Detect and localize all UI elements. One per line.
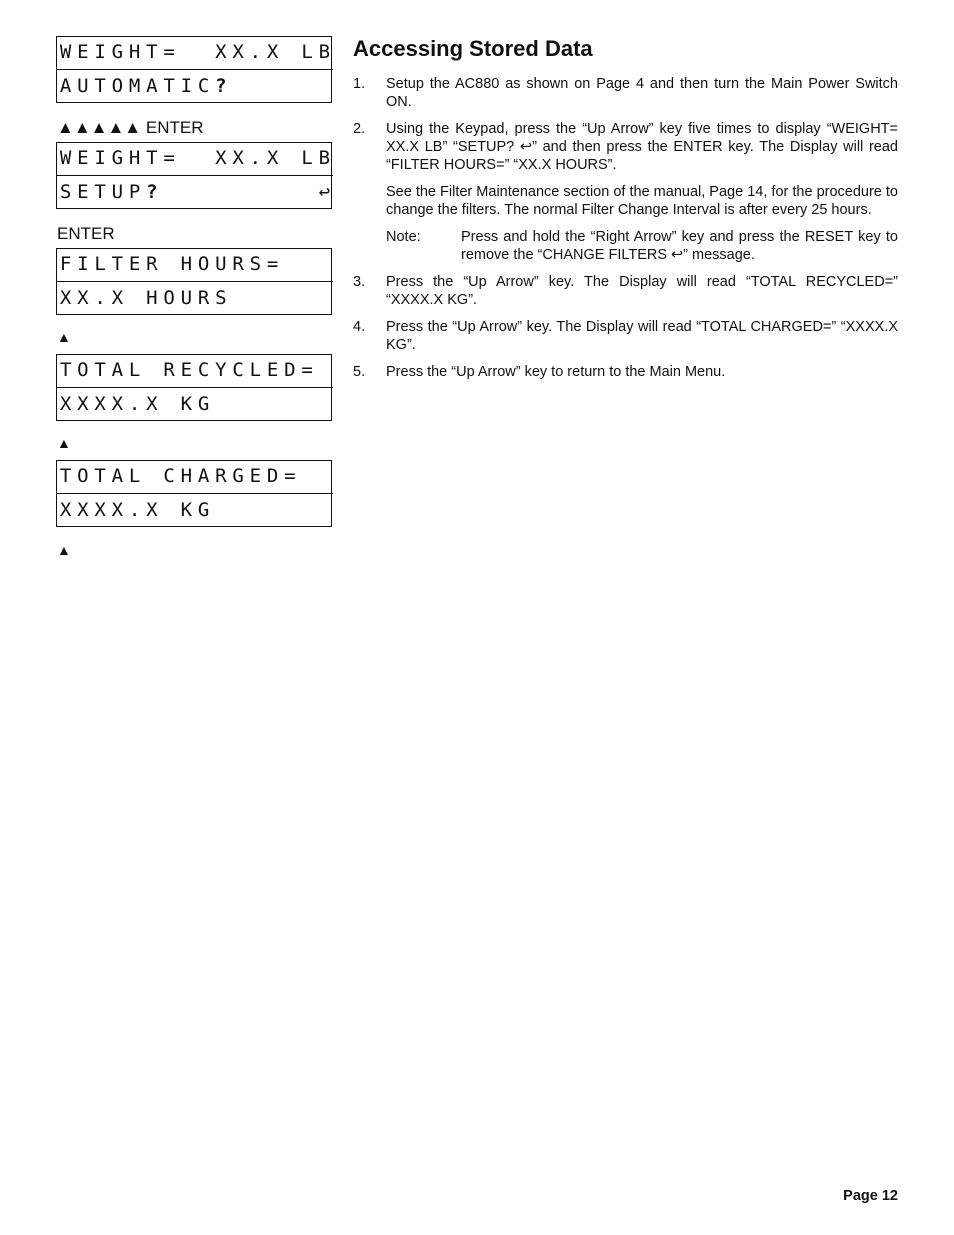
lcd-char-cell bbox=[230, 177, 247, 210]
lcd-char-cell: D bbox=[264, 461, 281, 494]
lcd-char-cell: O bbox=[111, 75, 124, 97]
lcd-char-cell: T bbox=[143, 143, 160, 176]
lcd-char-cell: U bbox=[111, 181, 124, 203]
lcd-display-weight-automatic bbox=[56, 36, 332, 103]
lcd-char-cell: X bbox=[212, 37, 229, 70]
lcd-char-cell: B bbox=[316, 37, 333, 70]
step-text: Setup the AC880 as shown on Page 4 and then turn the Main Power Switch ON. bbox=[386, 76, 898, 110]
step-4 bbox=[353, 318, 898, 354]
lcd-char-cell: W bbox=[57, 143, 74, 176]
lcd-char-cell bbox=[281, 495, 298, 528]
lcd-char-cell: R bbox=[161, 355, 178, 388]
lcd-char-cell bbox=[178, 143, 195, 176]
lcd-char-cell: F bbox=[57, 249, 74, 282]
lcd-char-cell: E bbox=[77, 181, 89, 203]
lcd-char-cell bbox=[178, 37, 195, 70]
lcd-char-cell bbox=[126, 283, 143, 316]
lcd-char-cell bbox=[161, 389, 178, 422]
lcd-char-cell: X bbox=[77, 287, 89, 309]
lcd-char-cell bbox=[195, 143, 212, 176]
up-arrow-key-label: ▲ bbox=[57, 329, 71, 345]
up-arrow-key-label: ▲ bbox=[57, 542, 71, 558]
lcd-char-cell: X bbox=[146, 393, 158, 415]
lcd-char-cell: I bbox=[74, 249, 91, 282]
lcd-char-cell bbox=[281, 177, 298, 210]
lcd-char-cell: A bbox=[146, 75, 158, 97]
lcd-line-1 bbox=[57, 461, 333, 494]
lcd-char-cell bbox=[281, 37, 298, 70]
lcd-line-1 bbox=[57, 37, 333, 70]
lcd-char-cell bbox=[143, 355, 160, 388]
lcd-char-cell bbox=[247, 177, 264, 210]
lcd-char-cell: T bbox=[92, 355, 109, 388]
lcd-char-cell: X bbox=[59, 393, 72, 415]
step-5 bbox=[353, 363, 898, 381]
lcd-char-cell: E bbox=[126, 249, 143, 282]
lcd-char-cell bbox=[212, 389, 229, 422]
lcd-char-cell: I bbox=[92, 37, 109, 70]
lcd-char-cell: E bbox=[178, 355, 195, 388]
lcd-char-cell: U bbox=[180, 287, 193, 309]
lcd-char-cell: U bbox=[212, 249, 229, 282]
step-1 bbox=[353, 75, 898, 111]
lcd-line-2 bbox=[57, 495, 333, 528]
lcd-char-cell: S bbox=[215, 287, 227, 309]
lcd-char-cell bbox=[264, 71, 281, 104]
lcd-char-cell: = bbox=[161, 143, 178, 176]
lcd-char-cell: E bbox=[247, 461, 264, 494]
lcd-char-cell: . bbox=[94, 287, 106, 309]
lcd-char-cell: T bbox=[94, 181, 106, 203]
lcd-char-cell: C bbox=[230, 355, 247, 388]
lcd-char-cell: L bbox=[247, 355, 264, 388]
lcd-char-cell: X bbox=[111, 499, 124, 521]
key-sequence-label: ▲▲▲▲▲ ENTER bbox=[57, 118, 204, 137]
lcd-char-cell: T bbox=[109, 249, 126, 282]
lcd-char-cell: T bbox=[57, 461, 74, 494]
lcd-char-cell bbox=[247, 389, 264, 422]
lcd-char-cell: K bbox=[180, 393, 193, 415]
lcd-char-cell: L bbox=[299, 143, 316, 176]
lcd-char-cell: Y bbox=[212, 355, 229, 388]
lcd-char-cell: R bbox=[230, 249, 247, 282]
lcd-char-cell bbox=[230, 283, 247, 316]
lcd-display-weight-setup bbox=[56, 142, 332, 209]
step-text: Press the “Up Arrow” key to return to the Main Menu. bbox=[386, 364, 726, 380]
lcd-char-cell bbox=[212, 495, 229, 528]
lcd-char-cell: R bbox=[143, 249, 160, 282]
lcd-char-cell: A bbox=[109, 461, 126, 494]
lcd-char-cell: . bbox=[128, 499, 141, 521]
lcd-char-cell: I bbox=[180, 75, 193, 97]
lcd-char-cell: C bbox=[195, 355, 212, 388]
lcd-char-cell bbox=[178, 177, 195, 210]
lcd-display-filter-hours bbox=[56, 248, 332, 315]
lcd-char-cell bbox=[281, 71, 298, 104]
lcd-char-cell bbox=[264, 495, 281, 528]
lcd-char-cell: R bbox=[212, 461, 229, 494]
lcd-char-cell: = bbox=[281, 461, 298, 494]
lcd-char-cell bbox=[299, 283, 316, 316]
lcd-char-cell: H bbox=[178, 461, 195, 494]
lcd-char-cell: ↩ bbox=[318, 181, 331, 203]
lcd-char-cell bbox=[230, 495, 247, 528]
lcd-line-1 bbox=[57, 355, 333, 388]
lcd-char-cell bbox=[316, 389, 333, 422]
lcd-char-cell: H bbox=[126, 143, 143, 176]
filter-maintenance-paragraph: See the Filter Maintenance section of the manual, Page 14, for the procedure to change the filters. The normal Filter Change Interval is after every 25 hours. bbox=[386, 184, 898, 218]
lcd-char-cell: X bbox=[230, 37, 247, 70]
lcd-char-cell: E bbox=[264, 355, 281, 388]
lcd-char-cell: K bbox=[180, 499, 193, 521]
lcd-char-cell: X bbox=[111, 287, 124, 309]
note-text: Press and hold the “Right Arrow” key and press the RESET key to remove the “CHANGE FILTERS ↩” message. bbox=[461, 229, 898, 263]
lcd-char-cell bbox=[195, 37, 212, 70]
lcd-char-cell: = bbox=[161, 37, 178, 70]
lcd-char-cell: S bbox=[247, 249, 264, 282]
step-number: 2. bbox=[353, 121, 366, 137]
note-paragraph bbox=[386, 228, 898, 264]
lcd-line-2 bbox=[57, 71, 333, 104]
lcd-char-cell: O bbox=[163, 287, 175, 309]
lcd-char-cell: . bbox=[247, 37, 264, 70]
lcd-char-cell bbox=[143, 461, 160, 494]
lcd-display-total-charged bbox=[56, 460, 332, 527]
lcd-char-cell bbox=[161, 495, 178, 528]
lcd-char-cell: L bbox=[126, 355, 143, 388]
lcd-char-cell: C bbox=[161, 461, 178, 494]
lcd-char-cell bbox=[247, 71, 264, 104]
lcd-char-cell: = bbox=[299, 355, 316, 388]
lcd-char-cell bbox=[264, 177, 281, 210]
lcd-char-cell: X bbox=[264, 143, 281, 176]
lcd-char-cell bbox=[264, 389, 281, 422]
instruction-steps bbox=[353, 75, 898, 390]
lcd-char-cell: X bbox=[77, 499, 89, 521]
lcd-char-cell bbox=[230, 71, 247, 104]
lcd-char-cell: A bbox=[109, 355, 126, 388]
lcd-char-cell: W bbox=[57, 37, 74, 70]
lcd-char-cell: X bbox=[77, 393, 89, 415]
key-sequence-label: ENTER bbox=[57, 224, 115, 243]
lcd-char-cell: G bbox=[109, 37, 126, 70]
lcd-char-cell bbox=[299, 495, 316, 528]
lcd-line-1 bbox=[57, 143, 333, 176]
lcd-char-cell: X bbox=[94, 393, 106, 415]
lcd-char-cell bbox=[195, 177, 212, 210]
lcd-char-cell: E bbox=[74, 37, 91, 70]
lcd-char-cell: E bbox=[74, 143, 91, 176]
step-text: Press the “Up Arrow” key. The Display will read “TOTAL RECYCLED=” “XXXX.X KG”. bbox=[386, 274, 898, 308]
lcd-char-cell bbox=[316, 283, 333, 316]
lcd-char-cell bbox=[161, 177, 178, 210]
lcd-char-cell: S bbox=[59, 181, 72, 203]
lcd-char-cell bbox=[264, 283, 281, 316]
lcd-line-1 bbox=[57, 249, 333, 282]
lcd-char-cell: X bbox=[212, 143, 229, 176]
lcd-char-cell: . bbox=[128, 393, 141, 415]
lcd-char-cell: O bbox=[195, 249, 212, 282]
lcd-char-cell: X bbox=[94, 499, 106, 521]
lcd-char-cell: G bbox=[197, 393, 210, 415]
lcd-char-cell bbox=[316, 495, 333, 528]
lcd-char-cell: X bbox=[230, 143, 247, 176]
step-number: 4. bbox=[353, 319, 366, 335]
lcd-char-cell: M bbox=[128, 75, 141, 97]
lcd-char-cell bbox=[212, 177, 229, 210]
lcd-char-cell: T bbox=[143, 37, 160, 70]
lcd-char-cell: L bbox=[126, 461, 143, 494]
step-number: 3. bbox=[353, 274, 366, 290]
lcd-char-cell: L bbox=[299, 37, 316, 70]
lcd-char-cell bbox=[316, 461, 333, 494]
lcd-char-cell bbox=[316, 355, 333, 388]
lcd-line-2 bbox=[57, 389, 333, 422]
lcd-char-cell bbox=[281, 143, 298, 176]
lcd-char-cell: T bbox=[163, 75, 175, 97]
lcd-char-cell: A bbox=[195, 461, 212, 494]
step-2 bbox=[353, 120, 898, 174]
lcd-char-cell: R bbox=[197, 287, 210, 309]
lcd-char-cell bbox=[299, 71, 316, 104]
step-number: 5. bbox=[353, 364, 366, 380]
lcd-char-cell: O bbox=[74, 355, 91, 388]
lcd-char-cell bbox=[247, 283, 264, 316]
lcd-char-cell: X bbox=[59, 499, 72, 521]
lcd-char-cell: X bbox=[111, 393, 124, 415]
lcd-char-cell bbox=[281, 389, 298, 422]
step-3 bbox=[353, 273, 898, 309]
lcd-char-cell bbox=[299, 177, 316, 210]
lcd-char-cell: H bbox=[178, 249, 195, 282]
lcd-char-cell: T bbox=[57, 355, 74, 388]
lcd-char-cell: . bbox=[247, 143, 264, 176]
lcd-char-cell: L bbox=[92, 249, 109, 282]
lcd-char-cell bbox=[299, 389, 316, 422]
lcd-char-cell: = bbox=[264, 249, 281, 282]
lcd-char-cell bbox=[316, 249, 333, 282]
lcd-char-cell bbox=[299, 249, 316, 282]
lcd-char-cell bbox=[281, 249, 298, 282]
lcd-display-total-recycled bbox=[56, 354, 332, 421]
lcd-char-cell: X bbox=[59, 287, 72, 309]
lcd-char-cell: G bbox=[197, 499, 210, 521]
lcd-char-cell: G bbox=[230, 461, 247, 494]
lcd-char-cell bbox=[299, 461, 316, 494]
lcd-char-cell: O bbox=[74, 461, 91, 494]
up-arrow-key-label: ▲ bbox=[57, 435, 71, 451]
lcd-char-cell: D bbox=[281, 355, 298, 388]
lcd-char-cell: T bbox=[94, 75, 106, 97]
step-number: 1. bbox=[353, 76, 366, 92]
lcd-char-cell bbox=[230, 389, 247, 422]
lcd-char-cell: T bbox=[92, 461, 109, 494]
note-label: Note: bbox=[386, 229, 421, 245]
step-text: Using the Keypad, press the “Up Arrow” key five times to display “WEIGHT= XX.X LB” “SETUP? ↩” and then press the ENTER key. The Display will read “FILTER HOURS=” “XX.X HOURS”. bbox=[386, 121, 898, 173]
step-text: Press the “Up Arrow” key. The Display will read “TOTAL CHARGED=” “XXXX.X KG”. bbox=[386, 319, 898, 353]
lcd-char-cell: ? bbox=[146, 181, 158, 203]
lcd-char-cell: P bbox=[128, 181, 141, 203]
lcd-char-cell bbox=[316, 71, 333, 104]
lcd-char-cell: X bbox=[146, 499, 158, 521]
lcd-char-cell: U bbox=[77, 75, 89, 97]
lcd-char-cell: C bbox=[197, 75, 210, 97]
lcd-char-cell bbox=[247, 495, 264, 528]
lcd-line-2 bbox=[57, 283, 333, 316]
lcd-char-cell bbox=[161, 249, 178, 282]
lcd-char-cell bbox=[281, 283, 298, 316]
lcd-char-cell: X bbox=[264, 37, 281, 70]
section-title: Accessing Stored Data bbox=[353, 36, 593, 61]
lcd-line-2 bbox=[57, 177, 333, 210]
lcd-char-cell: A bbox=[59, 75, 72, 97]
page-number: Page 12 bbox=[843, 1188, 898, 1204]
lcd-char-cell: H bbox=[126, 37, 143, 70]
lcd-char-cell: ? bbox=[215, 75, 227, 97]
lcd-char-cell: G bbox=[109, 143, 126, 176]
lcd-char-cell: H bbox=[146, 287, 158, 309]
lcd-char-cell: I bbox=[92, 143, 109, 176]
lcd-char-cell: B bbox=[316, 143, 333, 176]
